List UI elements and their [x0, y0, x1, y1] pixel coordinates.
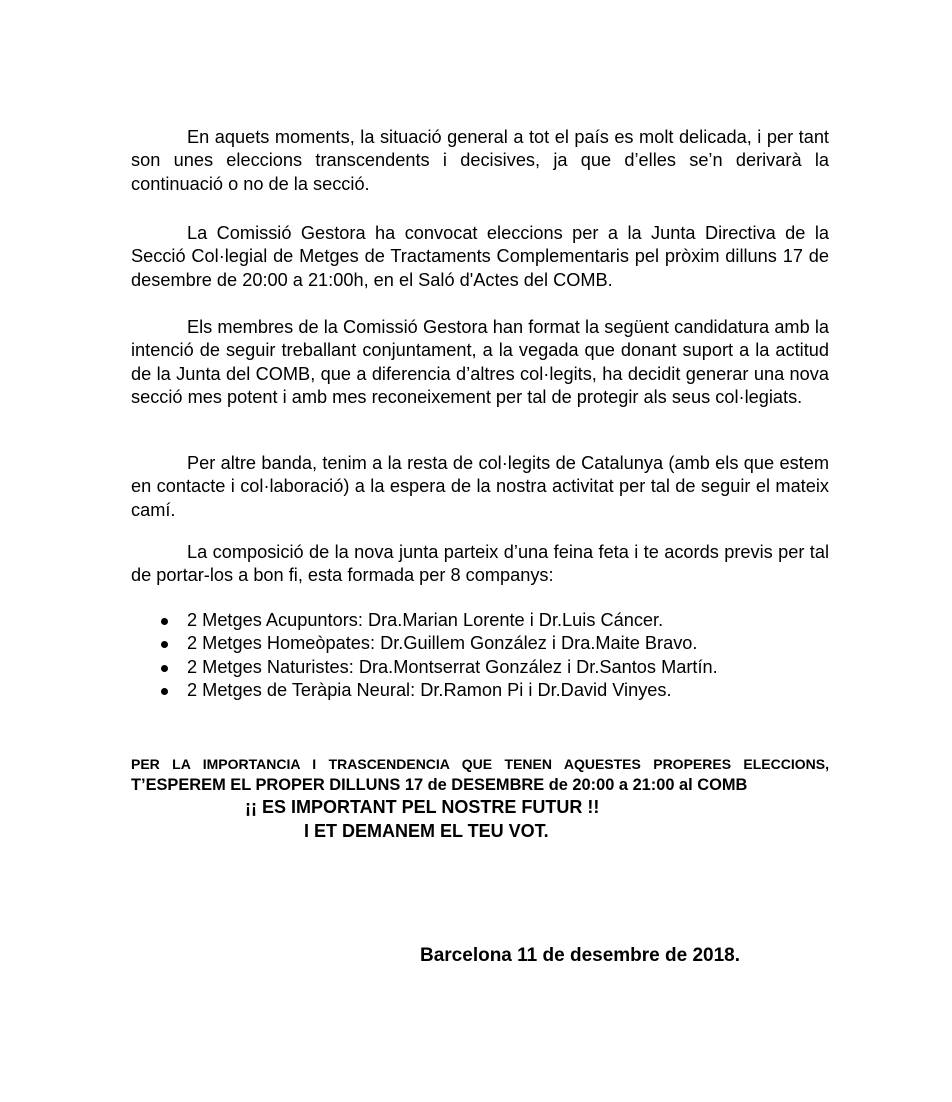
candidate-text: 2 Metges de Teràpia Neural: Dr.Ramon Pi i Dr.David Vinyes. — [187, 680, 672, 701]
candidate-text: 2 Metges Acupuntors: Dra.Marian Lorente i Dr.Luis Cáncer. — [187, 610, 664, 630]
closing-line-future: ¡¡ ES IMPORTANT PEL NOSTRE FUTUR !! — [245, 797, 600, 817]
paragraph-candidacy: Els membres de la Comissió Gestora han format la següent candidatura amb la intenció de seguir treballant conjuntament, a la vegada que donant suport a la actitud de la Junta del COMB, que a diferencia d’altres col·legits, ha decidit generar una nova secció mes potent i amb mes reconeixement per tal de protegir als seus col·legiats. — [131, 317, 829, 408]
closing-line-importance: PER LA IMPORTANCIA I TRASCENDENCIA QUE TENEN AQUESTES PROPERES ELECCIONS, — [131, 756, 829, 772]
bullet-icon — [161, 665, 168, 672]
bullet-icon — [161, 641, 168, 648]
candidate-text: 2 Metges Homeòpates: Dr.Guillem González i Dra.Maite Bravo. — [187, 633, 698, 654]
closing-line-vote: I ET DEMANEM EL TEU VOT. — [304, 821, 549, 841]
bullet-icon — [161, 618, 168, 625]
list-item — [131, 632, 829, 655]
paragraph-situation: En aquets moments, la situació general a tot el país es molt delicada, i per tant son unes eleccions transcendents i decisives, ja que d’elles se’n derivarà la continuació o no de la secció. — [131, 127, 829, 194]
list-item — [131, 679, 829, 702]
paragraph-catalonia-colleges: Per altre banda, tenim a la resta de col·legits de Catalunya (amb els que estem en contacte i col·laboració) a la espera de la nostra activitat per tal de seguir el mateix camí. — [131, 453, 829, 520]
list-item — [131, 656, 829, 679]
bullet-icon — [161, 688, 168, 695]
place-and-date: Barcelona 11 de desembre de 2018. — [420, 945, 741, 966]
candidate-list — [131, 609, 829, 703]
paragraph-elections-call: La Comissió Gestora ha convocat eleccions per a la Junta Directiva de la Secció Col·legial de Metges de Tractaments Complementaris pel pròxim dilluns 17 de desembre de 20:00 a 21:00h, en el Saló d'Actes del COMB. — [131, 223, 829, 290]
paragraph-composition: La composició de la nova junta parteix d’una feina feta i te acords previs per tal de portar-los a bon fi, esta formada per 8 companys: — [131, 542, 829, 586]
list-item — [131, 609, 829, 632]
closing-line-invitation: T’ESPEREM EL PROPER DILLUNS 17 de DESEMBRE de 20:00 a 21:00 al COMB — [131, 776, 748, 794]
candidate-text: 2 Metges Naturistes: Dra.Montserrat González i Dr.Santos Martín. — [187, 656, 718, 677]
